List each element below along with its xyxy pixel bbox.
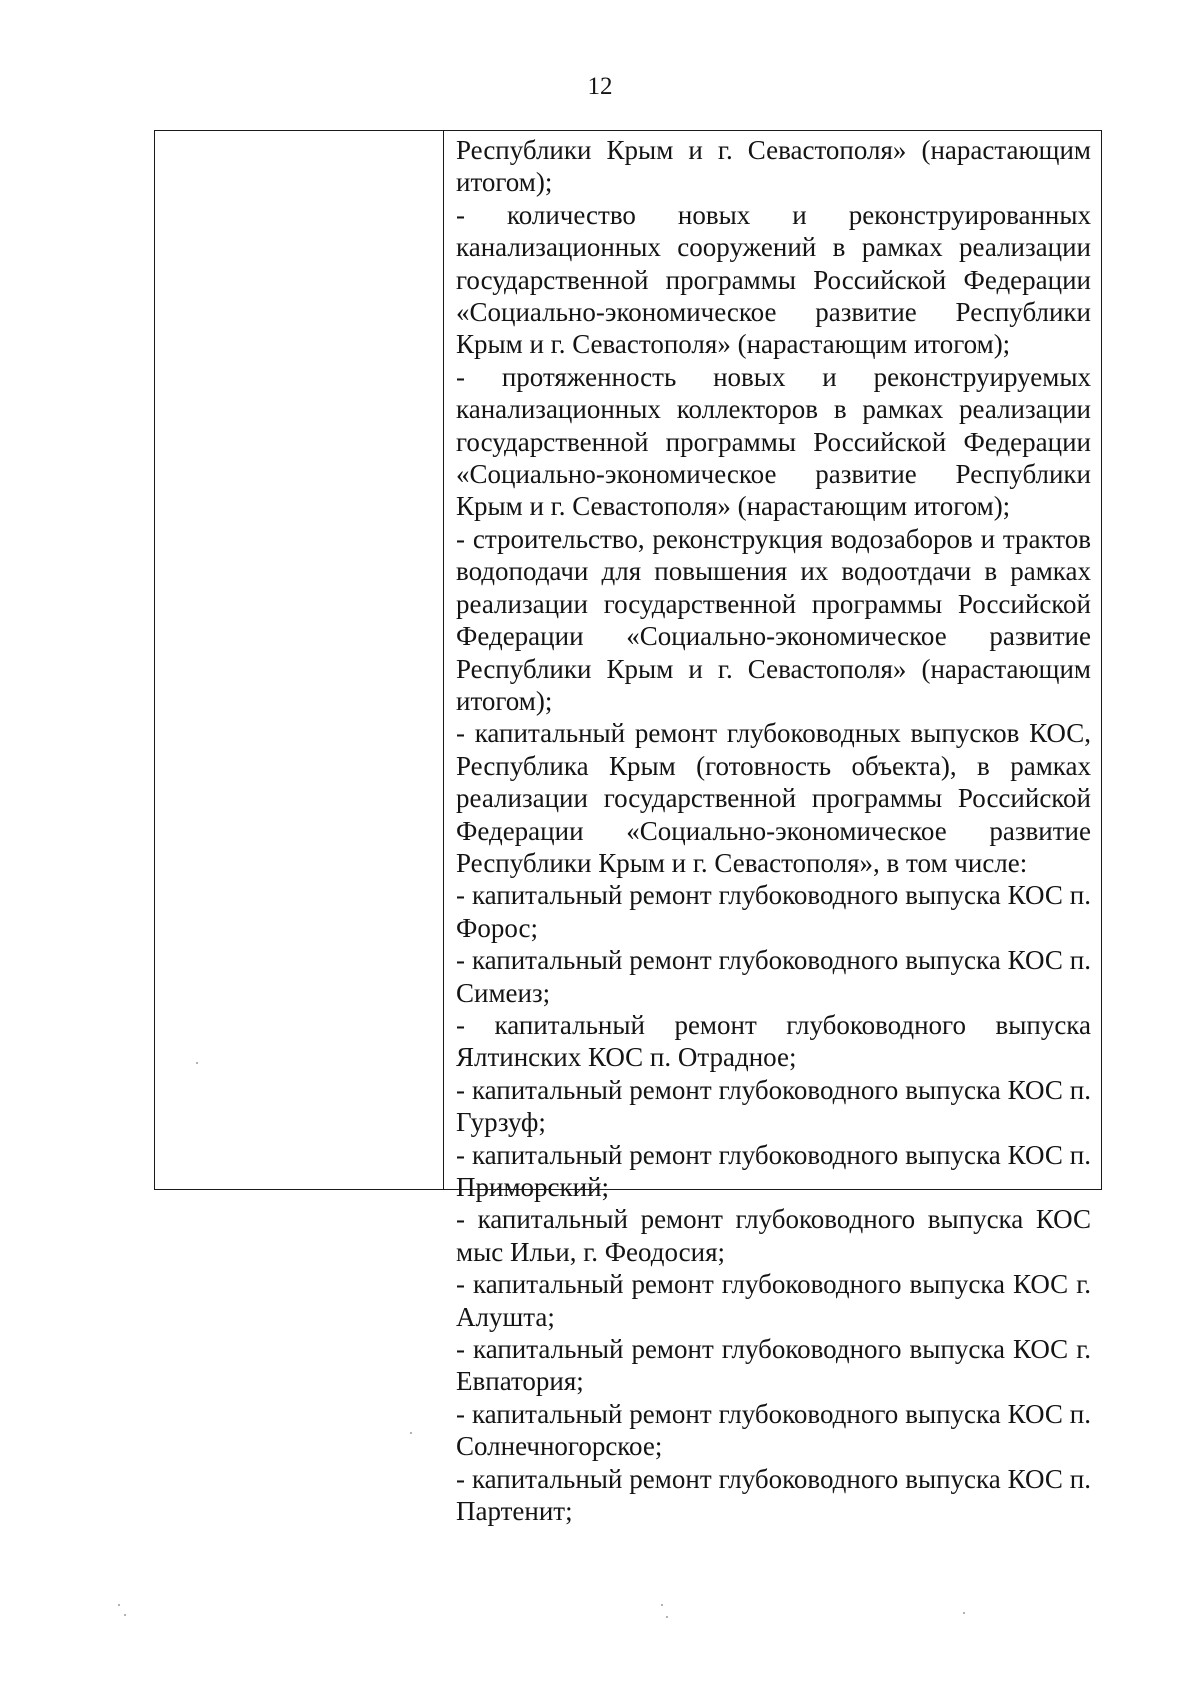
table-entry: - капитальный ремонт глубоководного выпуска КОС г. Алушта; bbox=[456, 1269, 1091, 1332]
table-right-cell bbox=[444, 131, 1101, 1527]
scan-speck bbox=[963, 1612, 965, 1614]
table-entry: - капитальный ремонт глубоководного выпуска КОС п. Симеиз; bbox=[456, 945, 1091, 1008]
table-entry: - капитальный ремонт глубоководного выпуска КОС п. Солнечногорское; bbox=[456, 1398, 1091, 1462]
table-entry: - протяженность новых и реконструируемых канализационных коллекторов в рамках реализации государственной программы Российской Федерации «Социально-экономическое развитие Республики Крым и г. Севастополя» (нарастающим итогом); bbox=[456, 361, 1091, 522]
table-entry: - капитальный ремонт глубоководного выпуска Ялтинских КОС п. Отрадное; bbox=[456, 1009, 1091, 1073]
table-entry: - капитальный ремонт глубоководного выпуска КОС г. Евпатория; bbox=[456, 1334, 1091, 1397]
document-table bbox=[154, 130, 1102, 1527]
table-entry: Республики Крым и г. Севастополя» (нарастающим итогом); bbox=[456, 135, 1091, 198]
scan-speck bbox=[124, 1614, 126, 1616]
scan-speck bbox=[666, 1616, 668, 1618]
scan-speck bbox=[118, 1604, 120, 1606]
page-number: 12 bbox=[587, 73, 613, 100]
table-entry: - количество новых и реконструированных канализационных сооружений в рамках реализации государственной программы Российской Федерации «Социально-экономическое развитие Республики Крым и г. Севастополя» (нарастающим итогом); bbox=[456, 199, 1091, 360]
scan-speck bbox=[410, 1432, 412, 1434]
table-entry: - капитальный ремонт глубоководного выпуска КОС п. Форос; bbox=[456, 880, 1091, 943]
table-left-cell bbox=[155, 131, 444, 1189]
table-entry: - капитальный ремонт глубоководного выпуска КОС п. Партенит; bbox=[456, 1463, 1091, 1527]
table-entry: - капитальный ремонт глубоководного выпуска КОС п. Приморский; bbox=[456, 1139, 1091, 1202]
scan-speck bbox=[196, 1062, 198, 1064]
table-entry: - капитальный ремонт глубоководного выпуска КОС п. Гурзуф; bbox=[456, 1074, 1091, 1138]
table-entry: - капитальный ремонт глубоководных выпусков КОС, Республика Крым (готовность объекта), в рамках реализации государственной программы Российской Федерации «Социально-экономическое развитие Республики Крым и г. Севастополя», в том числе: bbox=[456, 718, 1091, 878]
table-entry: - капитальный ремонт глубоководного выпуска КОС мыс Ильи, г. Феодосия; bbox=[456, 1204, 1091, 1267]
table-entry: - строительство, реконструкция водозаборов и трактов водоподачи для повышения их водоотдачи в рамках реализации государственной программы Российской Федерации «Социально-экономическое развитие Республики Крым и г. Севастополя» (нарастающим итогом); bbox=[456, 523, 1091, 716]
scan-speck bbox=[661, 1604, 663, 1606]
